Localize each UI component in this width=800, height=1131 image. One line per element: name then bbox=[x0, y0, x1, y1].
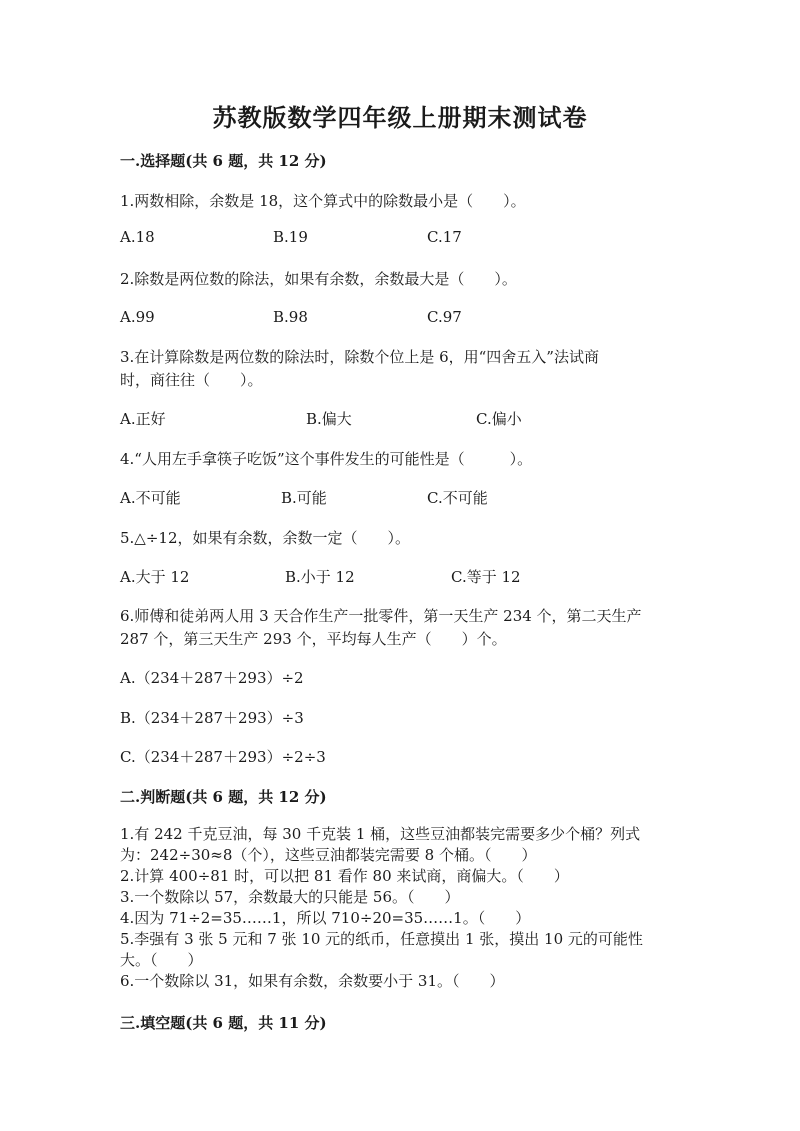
question-2-option-c: C.97 bbox=[427, 308, 462, 326]
question-4-stem: 4.“人用左手拿筷子吃饭”这个事件发生的可能性是（ ）。 bbox=[120, 450, 533, 468]
tf-line: 3.一个数除以 57，余数最大的只能是 56。（ ） bbox=[120, 888, 460, 906]
question-1-stem: 1.两数相除，余数是 18，这个算式中的除数最小是（ ）。 bbox=[120, 192, 526, 210]
question-3-option-b: B.偏大 bbox=[306, 410, 352, 428]
question-5-option-b: B.小于 12 bbox=[285, 568, 355, 586]
question-1-option-c: C.17 bbox=[427, 228, 462, 246]
question-6-option-b: B.（234＋287＋293）÷3 bbox=[120, 709, 304, 727]
question-5-stem: 5.△÷12，如果有余数，余数一定（ ）。 bbox=[120, 529, 411, 547]
exam-title: 苏教版数学四年级上册期末测试卷 bbox=[212, 103, 588, 132]
question-5-option-c: C.等于 12 bbox=[451, 568, 521, 586]
question-6-stem-line-1: 6.师傅和徒弟两人用 3 天合作生产一批零件，第一天生产 234 个，第二天生产 bbox=[120, 607, 642, 625]
tf-line: 2.计算 400÷81 时，可以把 81 看作 80 来试商，商偏大。（ ） bbox=[120, 867, 569, 885]
question-1-option-b: B.19 bbox=[273, 228, 308, 246]
tf-line: 大。（ ） bbox=[120, 951, 203, 969]
question-4-option-a: A.不可能 bbox=[120, 489, 181, 507]
question-6-option-c: C.（234＋287＋293）÷2÷3 bbox=[120, 748, 326, 766]
question-1-option-a: A.18 bbox=[120, 228, 155, 246]
tf-line: 4.因为 71÷2=35……1，所以 710÷20=35……1。（ ） bbox=[120, 909, 531, 927]
question-3-option-a: A.正好 bbox=[120, 410, 166, 428]
tf-line: 1.有 242 千克豆油，每 30 千克装 1 桶，这些豆油都装完需要多少个桶？列式 bbox=[120, 825, 641, 843]
tf-line: 6.一个数除以 31，如果有余数，余数要小于 31。（ ） bbox=[120, 972, 505, 990]
question-4-option-c: C.不可能 bbox=[427, 489, 488, 507]
question-3-option-c: C.偏小 bbox=[476, 410, 522, 428]
section-heading-choice: 一.选择题(共 6 题，共 12 分) bbox=[120, 152, 327, 170]
question-2-option-a: A.99 bbox=[120, 308, 155, 326]
question-6-stem-line-2: 287 个，第三天生产 293 个，平均每人生产（ ）个。 bbox=[120, 630, 507, 648]
section-heading-true-false: 二.判断题(共 6 题，共 12 分) bbox=[120, 788, 327, 806]
question-5-option-a: A.大于 12 bbox=[120, 568, 190, 586]
question-4-option-b: B.可能 bbox=[281, 489, 327, 507]
section-heading-fill-blank: 三.填空题(共 6 题，共 11 分) bbox=[120, 1014, 327, 1032]
question-2-option-b: B.98 bbox=[273, 308, 308, 326]
question-3-stem-line-1: 3.在计算除数是两位数的除法时，除数个位上是 6，用“四舍五入”法试商 bbox=[120, 348, 599, 366]
question-6-option-a: A.（234＋287＋293）÷2 bbox=[120, 669, 304, 687]
tf-line: 为：242÷30≈8（个），这些豆油都装完需要 8 个桶。（ ） bbox=[120, 846, 537, 864]
tf-line: 5.李强有 3 张 5 元和 7 张 10 元的纸币，任意摸出 1 张，摸出 10 元的可能性 bbox=[120, 930, 643, 948]
question-3-stem-line-2: 时，商往往（ ）。 bbox=[120, 371, 263, 389]
question-2-stem: 2.除数是两位数的除法，如果有余数，余数最大是（ ）。 bbox=[120, 270, 517, 288]
